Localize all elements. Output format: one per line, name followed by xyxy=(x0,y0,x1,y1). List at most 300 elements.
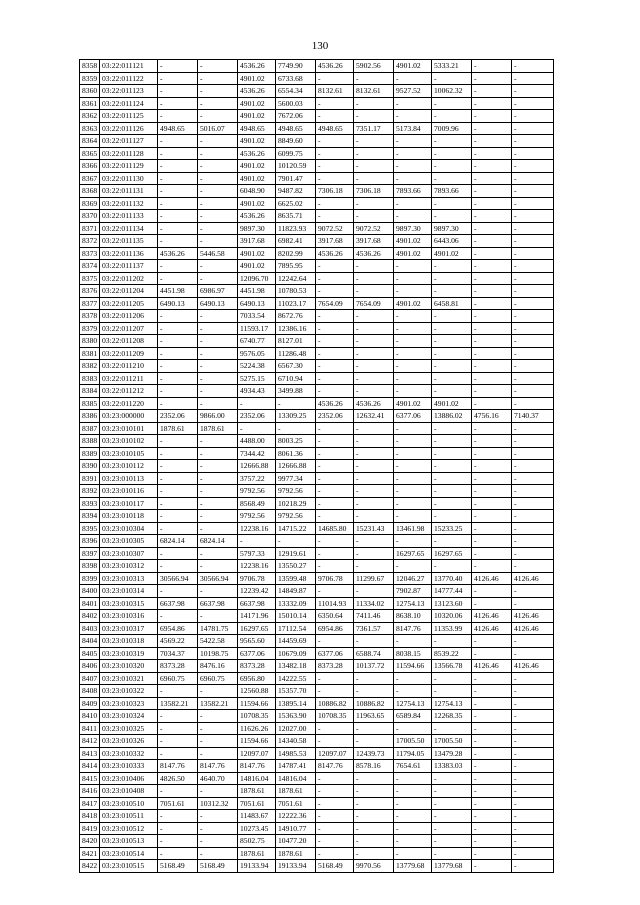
value-cell: - xyxy=(158,510,198,523)
value-cell: - xyxy=(394,472,432,485)
value-cell: - xyxy=(198,85,238,98)
value-cell: - xyxy=(158,85,198,98)
value-cell: - xyxy=(472,110,512,123)
value-cell: - xyxy=(158,72,198,85)
row-index-cell: 8406 xyxy=(80,660,100,673)
code-cell: 03:22:011204 xyxy=(100,285,158,298)
value-cell: - xyxy=(354,372,394,385)
value-cell: - xyxy=(354,810,394,823)
value-cell: - xyxy=(354,847,394,860)
value-cell: 12097.07 xyxy=(238,747,276,760)
value-cell: - xyxy=(354,510,394,523)
value-cell: - xyxy=(158,260,198,273)
value-cell: - xyxy=(512,535,554,548)
value-cell: 4536.26 xyxy=(158,247,198,260)
value-cell: - xyxy=(512,522,554,535)
row-index-cell: 8362 xyxy=(80,110,100,123)
table-row xyxy=(80,372,554,385)
value-cell: 6637.98 xyxy=(198,597,238,610)
code-cell: 03:23:010318 xyxy=(100,635,158,648)
table-row xyxy=(80,235,554,248)
value-cell: 7009.96 xyxy=(432,122,472,135)
value-cell: - xyxy=(472,347,512,360)
value-cell: - xyxy=(512,760,554,773)
value-cell: - xyxy=(316,135,354,148)
value-cell: - xyxy=(158,447,198,460)
value-cell: 2352.06 xyxy=(316,410,354,423)
value-cell: - xyxy=(354,772,394,785)
code-cell: 03:23:010325 xyxy=(100,722,158,735)
value-cell: 14685.80 xyxy=(316,522,354,535)
value-cell: - xyxy=(158,385,198,398)
value-cell: - xyxy=(472,172,512,185)
value-cell: 4536.26 xyxy=(316,397,354,410)
table-row xyxy=(80,747,554,760)
table-row xyxy=(80,185,554,198)
value-cell: 16297.65 xyxy=(394,547,432,560)
value-cell: - xyxy=(472,560,512,573)
value-cell: 12222.36 xyxy=(276,810,316,823)
value-cell: - xyxy=(394,485,432,498)
table-row xyxy=(80,760,554,773)
value-cell: - xyxy=(316,372,354,385)
value-cell: - xyxy=(158,810,198,823)
row-index-cell: 8399 xyxy=(80,572,100,585)
value-cell: 11626.26 xyxy=(238,722,276,735)
table-row xyxy=(80,547,554,560)
value-cell: - xyxy=(432,472,472,485)
value-cell: 5224.38 xyxy=(238,360,276,373)
value-cell: - xyxy=(432,435,472,448)
value-cell: - xyxy=(512,697,554,710)
value-cell: 12919.61 xyxy=(276,547,316,560)
value-cell: - xyxy=(316,485,354,498)
value-cell: - xyxy=(198,585,238,598)
value-cell: - xyxy=(432,447,472,460)
row-index-cell: 8387 xyxy=(80,422,100,435)
row-index-cell: 8416 xyxy=(80,785,100,798)
value-cell: - xyxy=(198,685,238,698)
value-cell: 7051.61 xyxy=(158,797,198,810)
value-cell: - xyxy=(158,210,198,223)
row-index-cell: 8407 xyxy=(80,672,100,685)
table-row xyxy=(80,97,554,110)
value-cell: - xyxy=(198,172,238,185)
code-cell: 03:23:010312 xyxy=(100,560,158,573)
value-cell: 7901.47 xyxy=(276,172,316,185)
value-cell: 4536.26 xyxy=(316,60,354,73)
table-row xyxy=(80,460,554,473)
table-row xyxy=(80,260,554,273)
row-index-cell: 8400 xyxy=(80,585,100,598)
code-cell: 03:23:010321 xyxy=(100,672,158,685)
value-cell: - xyxy=(472,247,512,260)
row-index-cell: 8388 xyxy=(80,435,100,448)
value-cell: 3757.22 xyxy=(238,472,276,485)
code-cell: 03:23:010307 xyxy=(100,547,158,560)
value-cell: 11286.48 xyxy=(276,347,316,360)
value-cell: - xyxy=(472,60,512,73)
value-cell: - xyxy=(354,385,394,398)
value-cell: 13779.68 xyxy=(394,860,432,873)
value-cell: - xyxy=(354,135,394,148)
value-cell: 10218.29 xyxy=(276,497,316,510)
row-index-cell: 8381 xyxy=(80,347,100,360)
value-cell: 10198.75 xyxy=(198,647,238,660)
table-row xyxy=(80,72,554,85)
value-cell: - xyxy=(198,735,238,748)
value-cell: - xyxy=(198,372,238,385)
value-cell: 4901.02 xyxy=(432,247,472,260)
table-row xyxy=(80,785,554,798)
value-cell: 6350.64 xyxy=(316,610,354,623)
value-cell: 4451.98 xyxy=(158,285,198,298)
value-cell: - xyxy=(472,835,512,848)
value-cell: - xyxy=(472,785,512,798)
value-cell: 6490.13 xyxy=(158,297,198,310)
value-cell: 11593.17 xyxy=(238,322,276,335)
value-cell: - xyxy=(354,160,394,173)
value-cell: - xyxy=(432,635,472,648)
value-cell: - xyxy=(472,72,512,85)
table-row xyxy=(80,160,554,173)
value-cell: - xyxy=(316,460,354,473)
value-cell: 10137.72 xyxy=(354,660,394,673)
code-cell: 03:23:010333 xyxy=(100,760,158,773)
value-cell: - xyxy=(158,835,198,848)
value-cell: - xyxy=(394,497,432,510)
value-cell: - xyxy=(158,722,198,735)
row-index-cell: 8364 xyxy=(80,135,100,148)
code-cell: 03:23:010304 xyxy=(100,522,158,535)
value-cell: - xyxy=(316,447,354,460)
value-cell: 4901.02 xyxy=(432,397,472,410)
value-cell: - xyxy=(472,85,512,98)
value-cell: - xyxy=(432,810,472,823)
value-cell: - xyxy=(158,135,198,148)
table-row xyxy=(80,635,554,648)
value-cell: - xyxy=(512,272,554,285)
value-cell: 9792.56 xyxy=(238,510,276,523)
table-row xyxy=(80,385,554,398)
value-cell: - xyxy=(512,485,554,498)
row-index-cell: 8360 xyxy=(80,85,100,98)
table-row xyxy=(80,310,554,323)
value-cell: 14171.96 xyxy=(238,610,276,623)
value-cell: 30566.94 xyxy=(198,572,238,585)
value-cell: - xyxy=(512,110,554,123)
table-row xyxy=(80,535,554,548)
value-cell: 4126.46 xyxy=(512,572,554,585)
table-row xyxy=(80,172,554,185)
value-cell: - xyxy=(198,322,238,335)
value-cell: - xyxy=(432,485,472,498)
value-cell: - xyxy=(432,847,472,860)
value-cell: 9897.30 xyxy=(238,222,276,235)
value-cell: 6490.13 xyxy=(238,297,276,310)
value-cell: - xyxy=(472,522,512,535)
row-index-cell: 8372 xyxy=(80,235,100,248)
value-cell: 10273.45 xyxy=(238,822,276,835)
value-cell: - xyxy=(354,210,394,223)
value-cell: - xyxy=(432,422,472,435)
value-cell: - xyxy=(512,210,554,223)
value-cell: 5168.49 xyxy=(158,860,198,873)
value-cell: - xyxy=(158,160,198,173)
value-cell: 9866.00 xyxy=(198,410,238,423)
value-cell: 15363.90 xyxy=(276,710,316,723)
value-cell: 13550.27 xyxy=(276,560,316,573)
row-index-cell: 8358 xyxy=(80,60,100,73)
code-cell: 03:23:010324 xyxy=(100,710,158,723)
value-cell: - xyxy=(158,710,198,723)
value-cell: 11594.66 xyxy=(238,697,276,710)
value-cell: - xyxy=(512,635,554,648)
value-cell: - xyxy=(432,135,472,148)
row-index-cell: 8368 xyxy=(80,185,100,198)
table-row xyxy=(80,572,554,585)
value-cell: - xyxy=(472,435,512,448)
row-index-cell: 8365 xyxy=(80,147,100,160)
value-cell: - xyxy=(472,447,512,460)
value-cell: 4640.70 xyxy=(198,772,238,785)
value-cell: - xyxy=(432,335,472,348)
value-cell: 13479.28 xyxy=(432,747,472,760)
table-row xyxy=(80,135,554,148)
value-cell: 5797.33 xyxy=(238,547,276,560)
value-cell: - xyxy=(158,147,198,160)
row-index-cell: 8375 xyxy=(80,272,100,285)
value-cell: 9072.52 xyxy=(316,222,354,235)
value-cell: - xyxy=(512,585,554,598)
value-cell: - xyxy=(432,172,472,185)
value-cell: 11823.93 xyxy=(276,222,316,235)
value-cell: 14459.69 xyxy=(276,635,316,648)
value-cell: 14787.41 xyxy=(276,760,316,773)
row-index-cell: 8373 xyxy=(80,247,100,260)
value-cell: 10679.09 xyxy=(276,647,316,660)
table-row xyxy=(80,772,554,785)
value-cell: - xyxy=(316,772,354,785)
value-cell: 7411.46 xyxy=(354,610,394,623)
value-cell: - xyxy=(198,147,238,160)
value-cell: - xyxy=(316,797,354,810)
table-row xyxy=(80,560,554,573)
value-cell: - xyxy=(432,147,472,160)
row-index-cell: 8374 xyxy=(80,260,100,273)
value-cell: - xyxy=(198,497,238,510)
table-row xyxy=(80,210,554,223)
value-cell: - xyxy=(198,60,238,73)
value-cell: - xyxy=(316,347,354,360)
value-cell: 7344.42 xyxy=(238,447,276,460)
value-cell: - xyxy=(316,722,354,735)
value-cell: 15010.14 xyxy=(276,610,316,623)
value-cell: - xyxy=(316,585,354,598)
value-cell: - xyxy=(394,260,432,273)
value-cell: - xyxy=(512,847,554,860)
value-cell: 4901.02 xyxy=(238,247,276,260)
value-cell: - xyxy=(394,147,432,160)
value-cell: - xyxy=(394,372,432,385)
value-cell: 12239.42 xyxy=(238,585,276,598)
value-cell: 9970.56 xyxy=(354,860,394,873)
table-row xyxy=(80,435,554,448)
value-cell: - xyxy=(198,347,238,360)
value-cell: 14715.22 xyxy=(276,522,316,535)
table-row xyxy=(80,797,554,810)
value-cell: - xyxy=(158,472,198,485)
row-index-cell: 8405 xyxy=(80,647,100,660)
value-cell: - xyxy=(432,535,472,548)
value-cell: - xyxy=(354,485,394,498)
code-cell: 03:23:010117 xyxy=(100,497,158,510)
value-cell: - xyxy=(316,497,354,510)
table-row xyxy=(80,672,554,685)
value-cell: - xyxy=(472,547,512,560)
value-cell: 14340.58 xyxy=(276,735,316,748)
value-cell: 14777.44 xyxy=(432,585,472,598)
value-cell: - xyxy=(432,160,472,173)
value-cell: 8061.36 xyxy=(276,447,316,460)
value-cell: - xyxy=(472,122,512,135)
value-cell: 4901.02 xyxy=(238,160,276,173)
value-cell: 4826.50 xyxy=(158,772,198,785)
value-cell: - xyxy=(512,335,554,348)
value-cell: 4948.65 xyxy=(316,122,354,135)
row-index-cell: 8369 xyxy=(80,197,100,210)
value-cell: - xyxy=(198,310,238,323)
value-cell: - xyxy=(158,272,198,285)
value-cell: - xyxy=(316,672,354,685)
value-cell: - xyxy=(432,110,472,123)
value-cell: 9565.60 xyxy=(238,635,276,648)
value-cell: 8132.61 xyxy=(316,85,354,98)
value-cell: 8373.28 xyxy=(316,660,354,673)
code-cell: 03:23:010317 xyxy=(100,622,158,635)
value-cell: 3499.88 xyxy=(276,385,316,398)
value-cell: - xyxy=(316,160,354,173)
value-cell: 5173.84 xyxy=(394,122,432,135)
row-index-cell: 8383 xyxy=(80,372,100,385)
table-row xyxy=(80,697,554,710)
code-cell: 03:22:011131 xyxy=(100,185,158,198)
value-cell: - xyxy=(394,210,432,223)
code-cell: 03:22:011220 xyxy=(100,397,158,410)
value-cell: - xyxy=(158,372,198,385)
code-cell: 03:23:010511 xyxy=(100,810,158,823)
value-cell: - xyxy=(354,197,394,210)
value-cell: - xyxy=(512,510,554,523)
row-index-cell: 8366 xyxy=(80,160,100,173)
value-cell: - xyxy=(512,597,554,610)
table-row xyxy=(80,685,554,698)
value-cell: 11594.66 xyxy=(238,735,276,748)
value-cell: - xyxy=(198,522,238,535)
value-cell: - xyxy=(394,810,432,823)
value-cell: 8038.15 xyxy=(394,647,432,660)
value-cell: - xyxy=(472,797,512,810)
code-cell: 03:23:010322 xyxy=(100,685,158,698)
value-cell: - xyxy=(158,485,198,498)
value-cell: 8373.28 xyxy=(158,660,198,673)
value-cell: - xyxy=(316,210,354,223)
value-cell: 13309.25 xyxy=(276,410,316,423)
value-cell: - xyxy=(158,847,198,860)
row-index-cell: 8370 xyxy=(80,210,100,223)
value-cell: - xyxy=(158,185,198,198)
value-cell: 11299.67 xyxy=(354,572,394,585)
value-cell: - xyxy=(432,785,472,798)
value-cell: - xyxy=(432,260,472,273)
table-row xyxy=(80,647,554,660)
value-cell: - xyxy=(198,97,238,110)
value-cell: - xyxy=(512,147,554,160)
value-cell: - xyxy=(432,797,472,810)
value-cell: 6458.81 xyxy=(432,297,472,310)
code-cell: 03:22:011136 xyxy=(100,247,158,260)
value-cell: - xyxy=(354,785,394,798)
value-cell: - xyxy=(512,60,554,73)
row-index-cell: 8419 xyxy=(80,822,100,835)
code-cell: 03:23:010320 xyxy=(100,660,158,673)
code-cell: 03:22:011123 xyxy=(100,85,158,98)
row-index-cell: 8382 xyxy=(80,360,100,373)
value-cell: 11594.66 xyxy=(394,660,432,673)
value-cell: 4901.02 xyxy=(238,72,276,85)
value-cell: 6048.90 xyxy=(238,185,276,198)
code-cell: 03:22:011124 xyxy=(100,97,158,110)
value-cell: - xyxy=(198,272,238,285)
value-cell: - xyxy=(354,685,394,698)
value-cell: 4536.26 xyxy=(354,247,394,260)
value-cell: 8147.76 xyxy=(158,760,198,773)
value-cell: 7033.54 xyxy=(238,310,276,323)
value-cell: 3917.68 xyxy=(238,235,276,248)
value-cell: - xyxy=(472,235,512,248)
code-cell: 03:22:011210 xyxy=(100,360,158,373)
value-cell: 4901.02 xyxy=(394,397,432,410)
value-cell: - xyxy=(354,835,394,848)
table-row xyxy=(80,610,554,623)
value-cell: - xyxy=(472,285,512,298)
code-cell: 03:22:011209 xyxy=(100,347,158,360)
value-cell: - xyxy=(316,685,354,698)
value-cell: 11334.02 xyxy=(354,597,394,610)
row-index-cell: 8391 xyxy=(80,472,100,485)
code-cell: 03:23:010332 xyxy=(100,747,158,760)
value-cell: - xyxy=(354,285,394,298)
value-cell: - xyxy=(198,397,238,410)
value-cell: - xyxy=(432,722,472,735)
value-cell: 12238.16 xyxy=(238,560,276,573)
table-row xyxy=(80,122,554,135)
value-cell: - xyxy=(354,422,394,435)
value-cell: 12754.13 xyxy=(394,597,432,610)
row-index-cell: 8386 xyxy=(80,410,100,423)
value-cell: 8147.76 xyxy=(394,622,432,635)
code-cell: 03:22:011211 xyxy=(100,372,158,385)
value-cell: - xyxy=(394,72,432,85)
row-index-cell: 8376 xyxy=(80,285,100,298)
value-cell: 8202.99 xyxy=(276,247,316,260)
value-cell: - xyxy=(512,810,554,823)
code-cell: 03:23:010510 xyxy=(100,797,158,810)
code-cell: 03:22:011129 xyxy=(100,160,158,173)
value-cell: - xyxy=(198,335,238,348)
value-cell: - xyxy=(394,847,432,860)
value-cell: - xyxy=(394,635,432,648)
